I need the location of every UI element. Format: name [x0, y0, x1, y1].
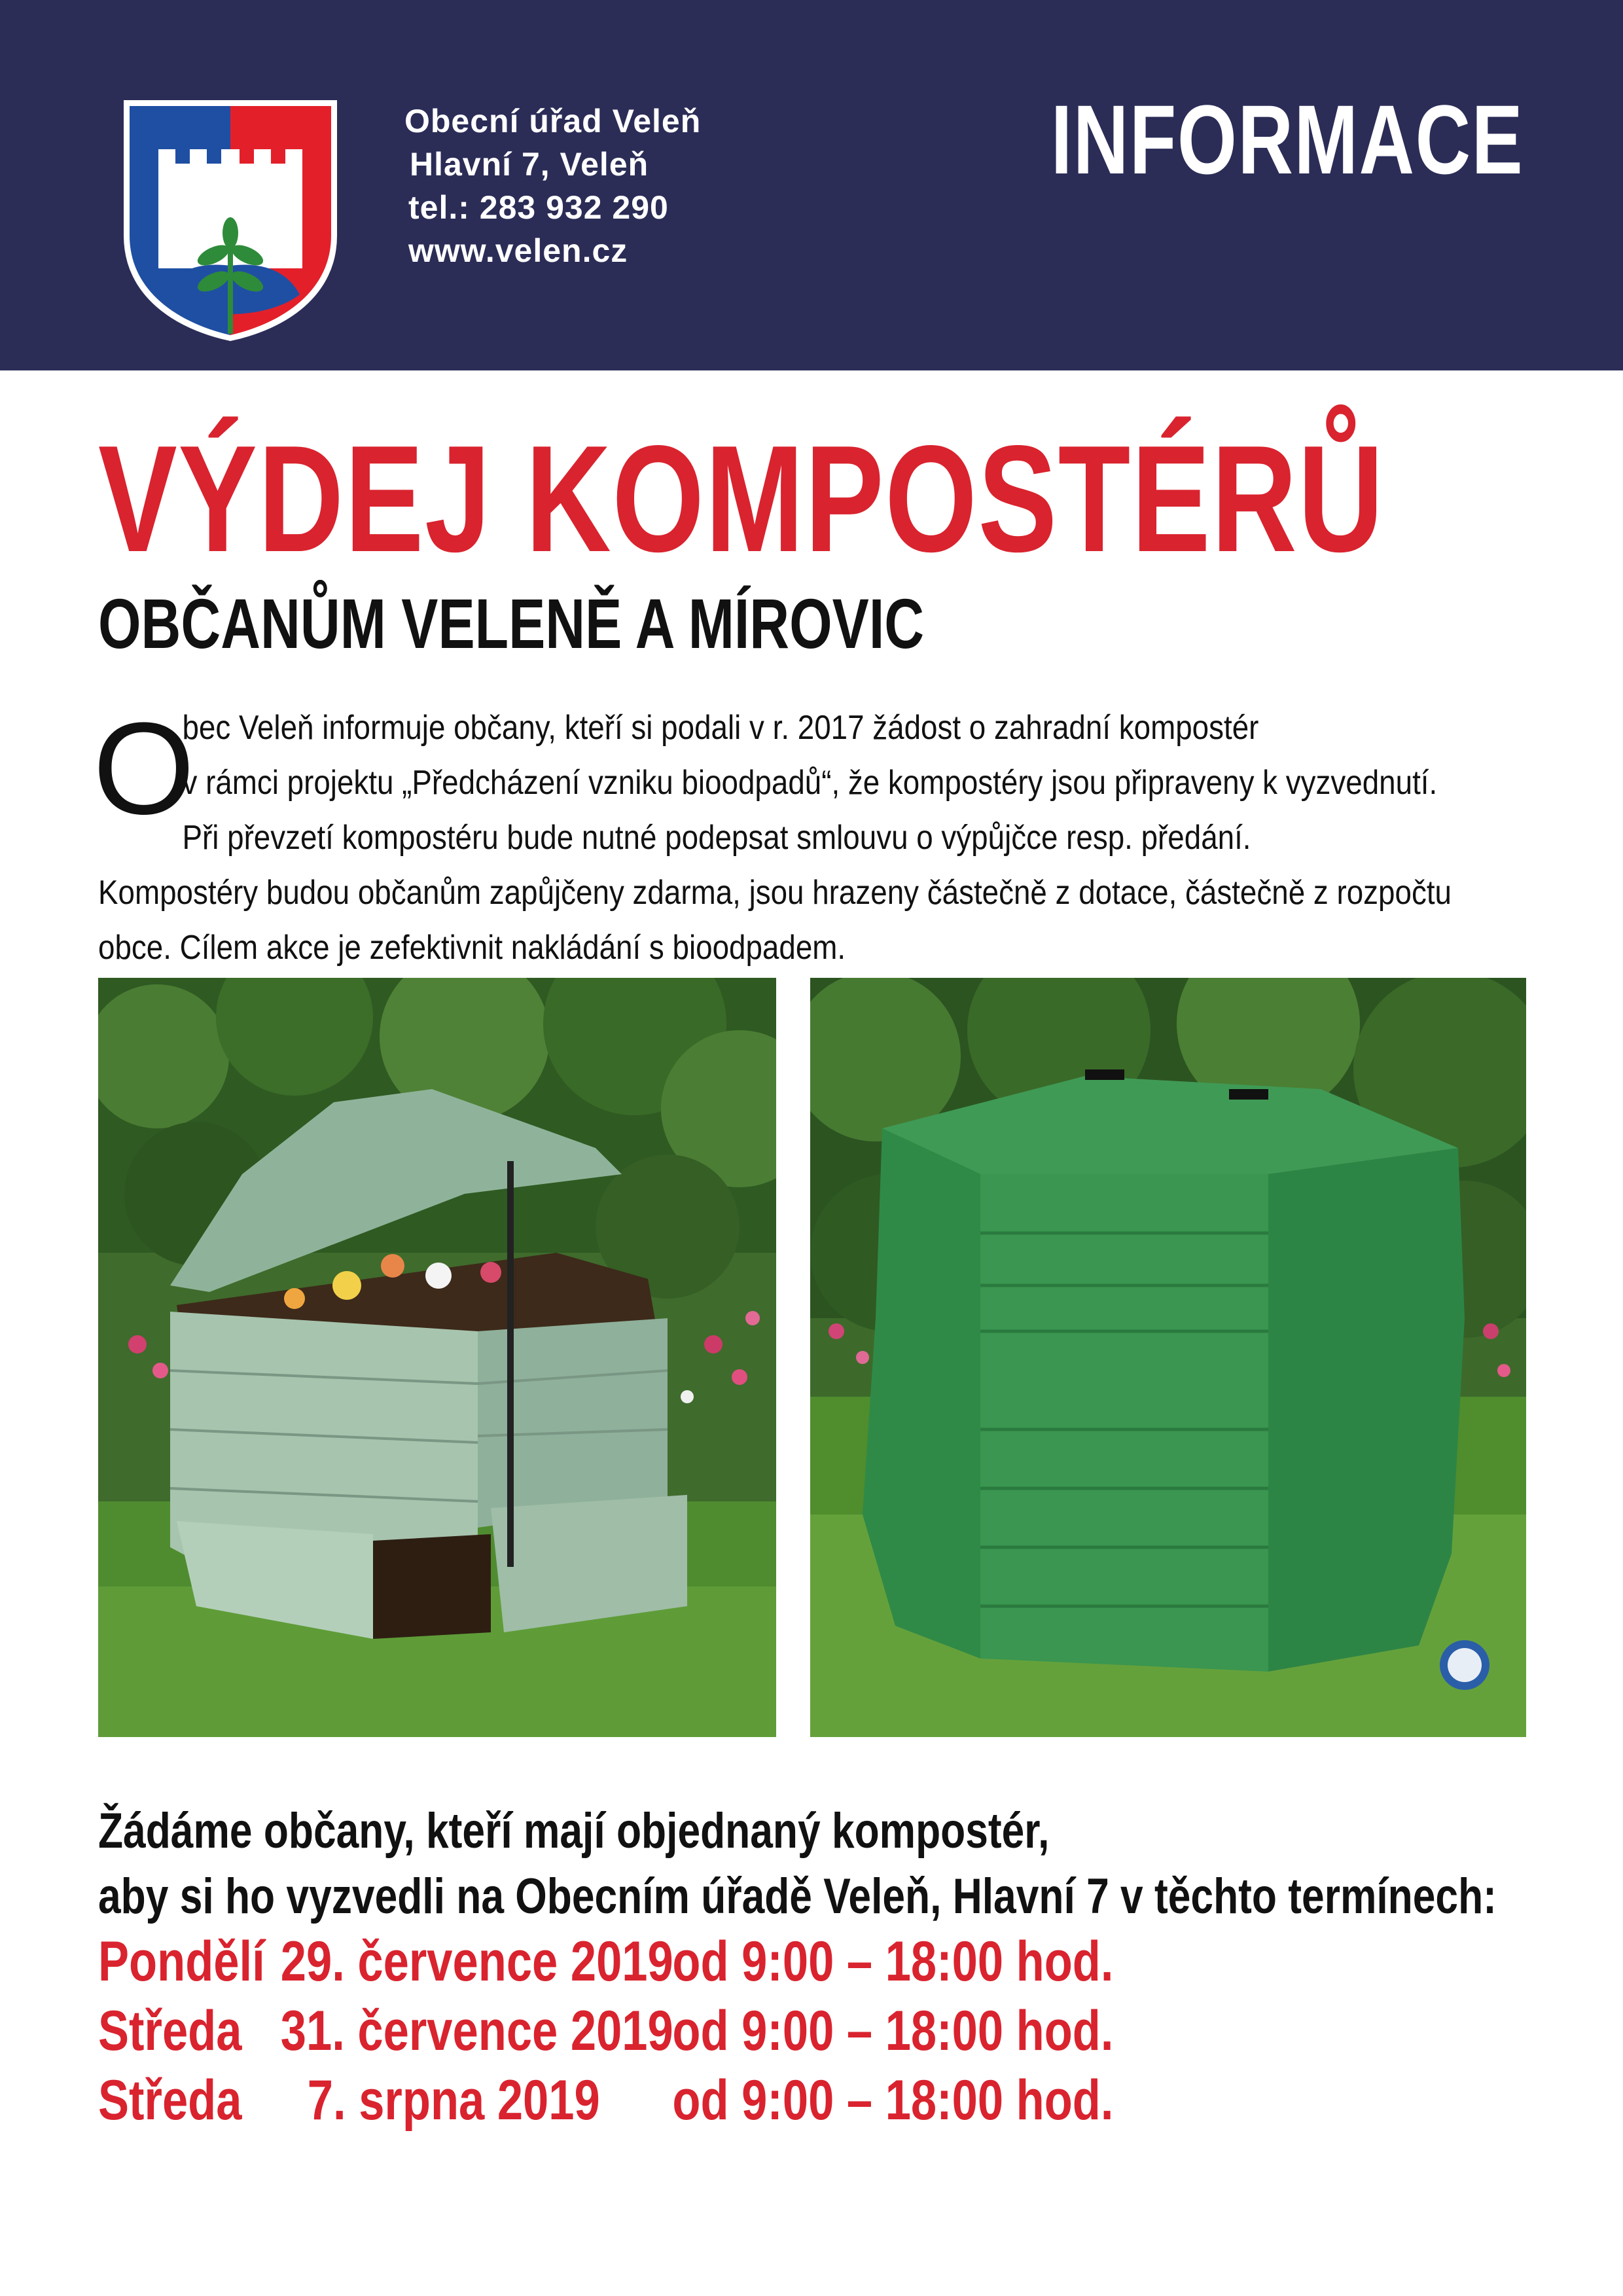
- header-banner: [0, 0, 1623, 370]
- date-value: 29. července 2019: [280, 1930, 673, 1993]
- office-website: www.velen.cz: [408, 232, 628, 269]
- municipal-coat-of-arms-icon: [122, 98, 339, 342]
- date-day: Středa: [98, 2069, 242, 2132]
- page-title: VÝDEJ KOMPOSTÉRŮ: [98, 414, 1385, 584]
- date-value: 31. července 2019: [280, 2000, 673, 2062]
- date-time: od 9:00 – 18:00 hod.: [672, 1930, 1114, 1993]
- office-address: Hlavní 7, Veleň: [410, 146, 649, 183]
- intro-line: v rámci projektu „Předcházení vzniku bioodpadů“, že kompostéry jsou připraveny k vyzvednutí.: [182, 764, 1438, 802]
- date-value: 7. srpna 2019: [307, 2069, 600, 2132]
- pickup-request: [98, 1799, 1497, 1929]
- intro-line: Kompostéry budou občanům zapůjčeny zdarma, jsou hrazeny částečně z dotace, částečně z rozpočtu: [98, 874, 1452, 912]
- intro-paragraph: [93, 696, 1525, 975]
- informace-badge: INFORMACE: [1050, 84, 1524, 194]
- open-composter-photo: [98, 978, 776, 1737]
- date-day: Středa: [98, 2000, 242, 2062]
- request-line-2: aby si ho vyzvedli na Obecním úřadě Veleň, Hlavní 7 v těchto termínech:: [98, 1869, 1497, 1924]
- office-contact-block: [404, 99, 701, 272]
- date-day: Pondělí: [98, 1930, 265, 1993]
- intro-line: bec Veleň informuje občany, kteří si podali v r. 2017 žádost o zahradní kompostér: [182, 709, 1259, 747]
- date-time: od 9:00 – 18:00 hod.: [672, 2000, 1114, 2062]
- date-time: od 9:00 – 18:00 hod.: [672, 2069, 1114, 2132]
- office-name: Obecní úřad Veleň: [404, 103, 702, 139]
- page-subtitle: OBČANŮM VELENĚ A MÍROVIC: [98, 584, 925, 663]
- intro-line: Při převzetí kompostéru bude nutné podepsat smlouvu o výpůjčce resp. předání.: [182, 819, 1251, 857]
- drop-cap: O: [93, 696, 195, 842]
- request-line-1: Žádáme občany, kteří mají objednaný kompostér,: [98, 1803, 1050, 1859]
- office-phone: tel.: 283 932 290: [408, 189, 669, 226]
- intro-line: obce. Cílem akce je zefektivnit nakládání s bioodpadem.: [98, 929, 846, 967]
- closed-composter-photo: [810, 978, 1526, 1737]
